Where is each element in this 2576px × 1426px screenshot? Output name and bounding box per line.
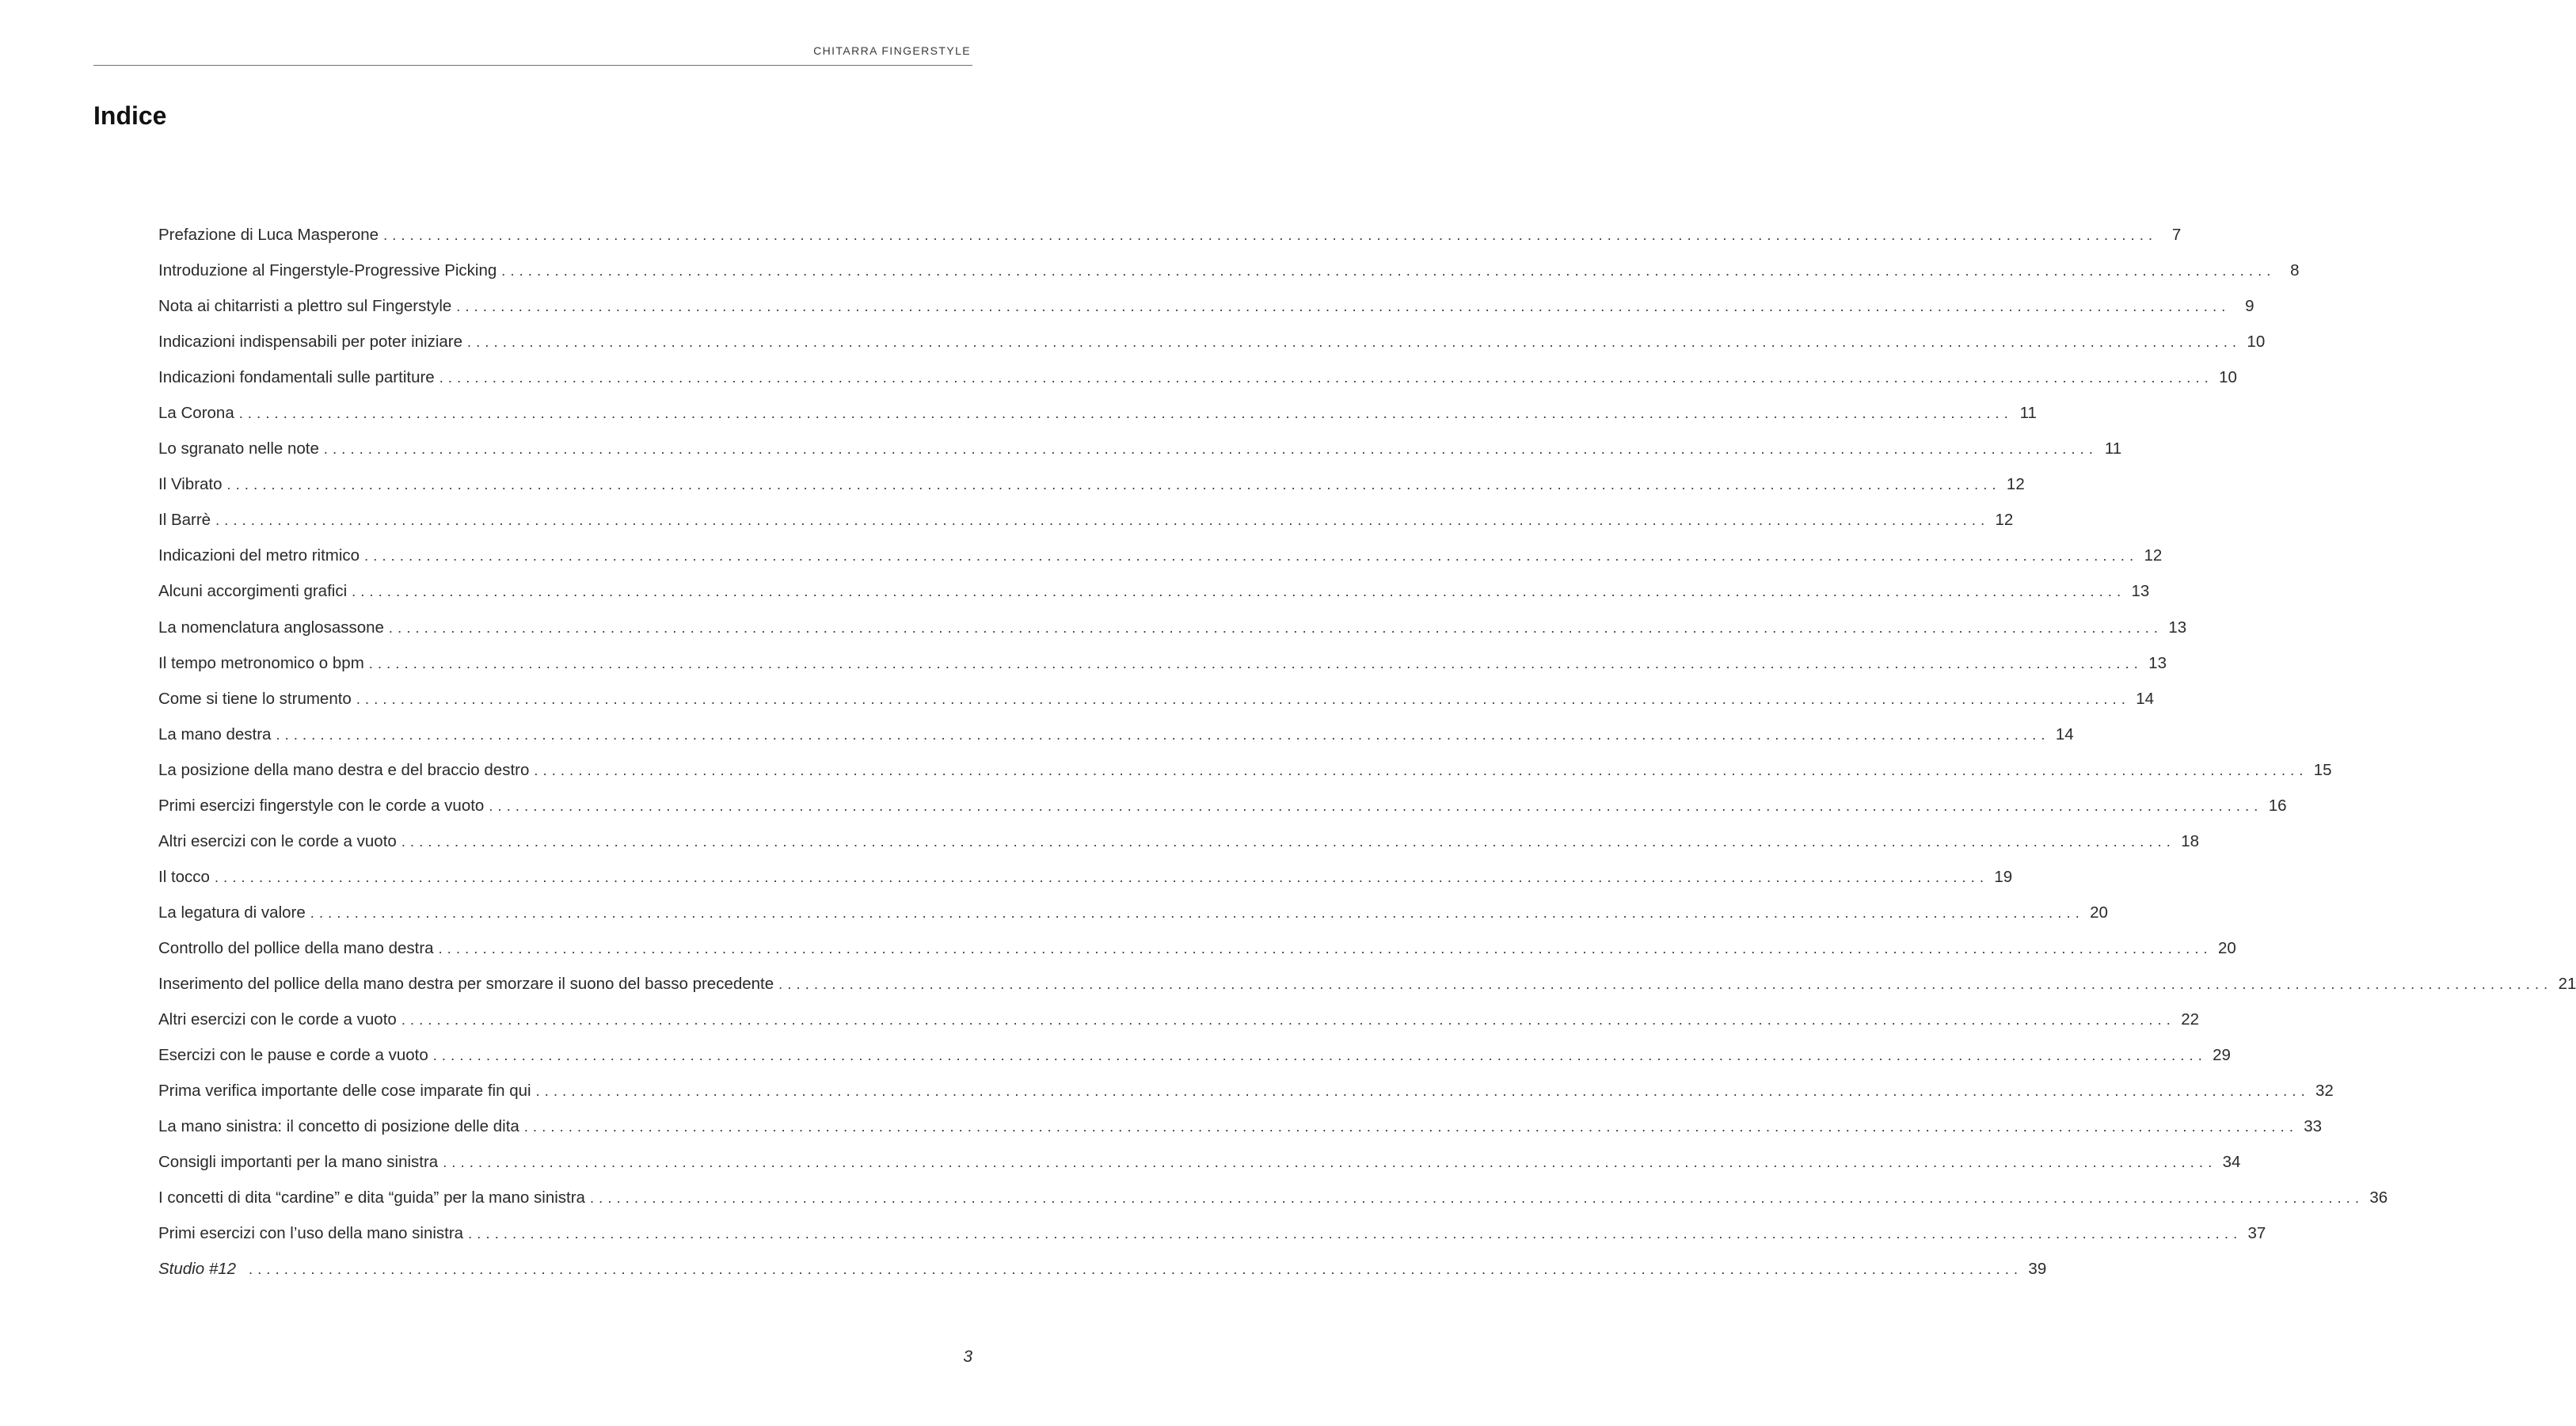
toc-dot-leader: ........................................................................................................................................................................................................ [438,940,2213,956]
toc-dot-leader: ........................................................................................................................................................................................................ [388,619,2163,636]
toc-dot-leader: ........................................................................................................................................................................................................ [226,477,2001,493]
toc-dot-leader: ........................................................................................................................................................................................................ [535,1083,2310,1100]
table-of-contents [158,226,2576,1295]
toc-dot-leader: ........................................................................................................................................................................................................ [368,655,2143,671]
toc-dot-leader: ........................................................................................................................................................................................................ [238,405,2013,422]
toc-dot-leader: ........................................................................................................................................................................................................ [778,975,2553,992]
toc-entry-page: 14 [2055,724,2074,743]
toc-dot-leader: ........................................................................................................................................................................................................ [323,441,2098,458]
toc-dot-leader: ........................................................................................................................................................................................................ [401,1012,2176,1029]
toc-entry-page: 18 [2181,831,2200,850]
toc-entry-title: Primi esercizi con l’uso della mano sinistra [158,1224,464,1243]
toc-entry-page: 11 [2019,404,2037,423]
toc-dot-leader: ........................................................................................................................................................................................................ [276,726,2050,743]
toc-entry-title: Il tempo metronomico o bpm [158,653,364,672]
toc-dot-leader: ........................................................................................................................................................................................................ [467,334,2242,351]
toc-dot-leader: ........................................................................................................................................................................................................ [215,512,1990,529]
toc-entry-title: La mano destra [158,724,272,743]
toc-entry [158,226,2182,261]
toc-dot-leader: ........................................................................................................................................................................................................ [364,548,2139,565]
toc-entry-title: Prefazione di Luca Masperone [158,226,379,244]
toc-entry-page: 29 [2213,1046,2231,1065]
toc-entry-title: Introduzione al Fingerstyle-Progressive Picking [158,261,497,280]
toc-entry-page: 20 [2090,903,2108,922]
toc-entry [158,974,2576,1010]
page-title: Indice [93,101,167,130]
toc-entry [158,867,2013,903]
toc-dot-leader: ........................................................................................................................................................................................................ [249,1261,2023,1278]
toc-dot-leader: ........................................................................................................................................................................................................ [523,1119,2299,1135]
toc-entry-title: Consigli importanti per la mano sinistra [158,1153,439,1172]
toc-entry-title: I concetti di dita “cardine” e dita “guida” per la mano sinistra [158,1188,585,1207]
toc-entry-page: 14 [2136,689,2155,708]
toc-entry-page: 10 [2219,368,2237,387]
toc-dot-leader: ........................................................................................................................................................................................................ [439,370,2213,386]
toc-entry-page: 16 [2268,796,2287,815]
toc-entry [158,760,2332,797]
toc-dot-leader: ........................................................................................................................................................................................................ [401,833,2176,850]
toc-dot-leader: ........................................................................................................................................................................................................ [456,299,2231,315]
toc-entry [158,938,2236,975]
running-header-title: CHITARRA FINGERSTYLE [813,44,971,57]
toc-entry [158,1046,2231,1082]
toc-entry-title: Inserimento del pollice della mano destra per smorzare il suono del basso precedente [158,974,774,993]
toc-entry [158,582,2150,618]
toc-entry [158,368,2237,404]
toc-entry [158,1224,2266,1260]
toc-entry-title: La nomenclatura anglosassone [158,618,384,637]
toc-entry [158,796,2287,832]
toc-entry-title: Studio #12 [158,1260,237,1279]
toc-entry [158,724,2074,761]
toc-entry-title: Il Vibrato [158,475,223,494]
toc-entry-page: 37 [2247,1224,2266,1243]
toc-dot-leader: ........................................................................................................................................................................................................ [589,1190,2365,1207]
toc-entry-page: 34 [2222,1153,2241,1172]
toc-entry-title: Esercizi con le pause e corde a vuoto [158,1046,428,1065]
toc-dot-leader: ........................................................................................................................................................................................................ [501,263,2276,279]
toc-dot-leader: ........................................................................................................................................................................................................ [489,797,2263,814]
toc-entry-title: Nota ai chitarristi a plettro sul Fingerstyle [158,297,452,316]
toc-entry-page: 36 [2369,1188,2388,1207]
toc-entry-page: 20 [2217,938,2236,957]
toc-entry-page: 9 [2245,297,2254,316]
toc-entry [158,689,2155,725]
toc-dot-leader: ........................................................................................................................................................................................................ [534,762,2308,778]
toc-entry-title: Indicazioni indispensabili per poter iniziare [158,333,463,352]
toc-entry-page: 7 [2171,226,2182,244]
toc-entry-title: Indicazioni del metro ritmico [158,546,360,565]
toc-dot-leader: ........................................................................................................................................................................................................ [468,1226,2243,1242]
toc-entry-page: 33 [2304,1117,2323,1136]
running-header [93,43,972,66]
toc-entry [158,439,2122,475]
toc-entry-page: 12 [2144,546,2163,565]
toc-entry-page: 19 [1994,867,2013,886]
toc-entry-title: Primi esercizi fingerstyle con le corde a vuoto [158,796,485,815]
toc-entry-title: La posizione della mano destra e del braccio destro [158,760,530,779]
toc-entry-page: 12 [1995,511,2014,530]
toc-entry-page: 22 [2181,1010,2200,1029]
toc-entry [158,653,2167,690]
toc-entry [158,618,2187,654]
toc-entry-title: Controllo del pollice della mano destra [158,938,434,957]
toc-entry [158,333,2266,368]
toc-entry-title: Prima verifica importante delle cose imparate fin qui [158,1082,531,1101]
toc-dot-leader: ........................................................................................................................................................................................................ [432,1048,2207,1064]
toc-entry [158,404,2037,439]
toc-entry-page: 11 [2104,439,2122,458]
toc-entry [158,1153,2241,1188]
toc-entry-title: Come si tiene lo strumento [158,689,352,708]
toc-entry-title: La Corona [158,404,234,423]
toc-entry [158,903,2108,939]
toc-entry [158,1117,2323,1153]
toc-entry-page: 8 [2290,261,2300,280]
toc-entry-page: 13 [2131,582,2150,601]
toc-entry [158,1188,2388,1224]
toc-entry [158,1082,2334,1117]
toc-dot-leader: ........................................................................................................................................................................................................ [383,227,2158,243]
toc-entry [158,261,2300,297]
toc-entry-page: 15 [2313,760,2332,779]
toc-entry-page: 10 [2247,333,2266,352]
toc-entry-page: 13 [2148,653,2167,672]
toc-entry-page: 21 [2558,974,2576,993]
toc-entry-page: 12 [2006,475,2025,494]
toc-dot-leader: ........................................................................................................................................................................................................ [310,904,2084,921]
toc-entry-title: Il tocco [158,867,210,886]
toc-entry-title: Alcuni accorgimenti grafici [158,582,348,601]
page-number: 3 [963,1348,972,1366]
toc-entry [158,511,2014,546]
toc-entry [158,831,2200,868]
toc-entry-page: 39 [2028,1260,2047,1279]
toc-entry [158,1260,2047,1295]
toc-entry-page: 13 [2168,618,2187,637]
toc-entry-title: La mano sinistra: il concetto di posizione delle dita [158,1117,519,1136]
toc-dot-leader: ........................................................................................................................................................................................................ [356,690,2131,707]
toc-entry [158,1010,2200,1046]
toc-entry-title: Lo sgranato nelle note [158,439,319,458]
toc-entry [158,297,2254,333]
toc-dot-leader: ........................................................................................................................................................................................................ [352,584,2126,600]
toc-dot-leader: ........................................................................................................................................................................................................ [214,869,1989,885]
toc-entry-title: La legatura di valore [158,903,306,922]
toc-entry [158,546,2163,582]
toc-entry-page: 32 [2315,1082,2334,1101]
toc-entry-title: Altri esercizi con le corde a vuoto [158,1010,397,1029]
toc-entry-title: Altri esercizi con le corde a vuoto [158,831,397,850]
toc-entry-title: Indicazioni fondamentali sulle partiture [158,368,435,387]
toc-dot-leader: ........................................................................................................................................................................................................ [443,1154,2217,1171]
toc-entry-title: Il Barrè [158,511,211,530]
toc-entry [158,475,2025,511]
